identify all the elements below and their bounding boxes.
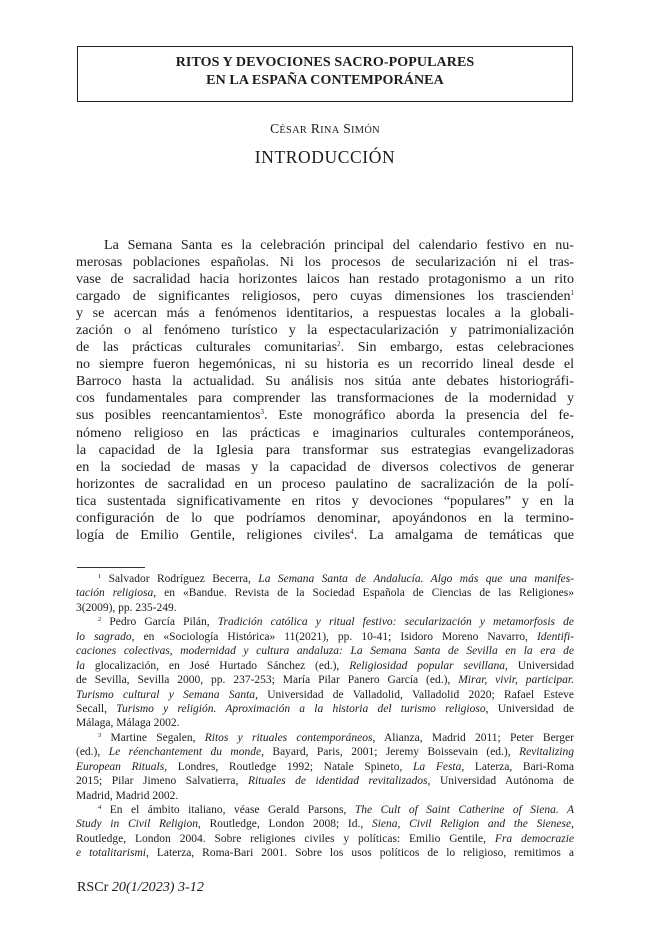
journal-issue: 20(1/2023) 3-12 — [111, 879, 204, 895]
footnote-2-line: Turismo cultural y Semana Santa, Universidad de Valladolid, Valladolid 2020; Rafael Esteve — [76, 688, 574, 701]
article-title-box — [77, 46, 573, 102]
footnote-3-line: $^3$ Martine Segalen, Ritos y rituales contemporáneos, Alianza, Madrid 2011; Peter Berger — [98, 731, 574, 744]
footnote-ref-1[interactable]: 1 — [570, 289, 574, 298]
journal-abbrev: RSCr — [77, 879, 109, 895]
body-line: zación o al fenómeno turístico y la espectacularización y patrimonialización — [76, 322, 574, 339]
body-line: cos fundamentales para comprender las transformaciones de la modernidad y — [76, 390, 574, 407]
body-paragraph — [76, 237, 574, 544]
body-line: configuración de lo que podríamos denominar, apoyándonos en la termino- — [76, 509, 574, 526]
section-heading: INTRODUCCIÓN — [254, 147, 396, 167]
footnote-3-line: 2015; Pilar Jimeno Salvatierra, Rituales de identidad revitalizados, Universidad Autónoma de — [76, 775, 574, 788]
body-line: tica sustentada significativamente en ritos y devociones “populares” y en la — [76, 492, 574, 509]
footnote-3-line: European Rituals, Londres, Routledge 1992; Natale Spineto, La Festa, Laterza, Bari-Roma — [76, 760, 574, 773]
footnote-ref-4[interactable]: 4 — [350, 527, 354, 536]
body-line: cargado de significantes religiosos, pero cuyas dimensiones los trascienden$^1$ — [76, 288, 574, 305]
footnote-2-line: de Sevilla, Sevilla 2000, pp. 237-253; María Pilar Panero García (ed.), Mirar, vivir, participar. — [76, 674, 574, 687]
body-line: la capacidad de la Iglesia para transformar sus estrategias evangelizadoras — [76, 441, 574, 458]
body-line: La Semana Santa es la celebración principal del calendario festivo en nu- — [104, 237, 574, 253]
journal-citation-footer — [77, 878, 204, 896]
body-line: de las prácticas culturales comunitarias$^2$. Sin embargo, estas celebraciones — [76, 339, 574, 356]
footnote-1-line: tación religiosa, en «Bandue. Revista de la Sociedad Española de Ciencias de las Religiones» — [76, 587, 574, 600]
footnote-3-line: Madrid, Madrid 2002. — [76, 789, 179, 802]
footnote-4-line: Routledge, London 2004. Sobre religiones civiles y políticas: Emilio Gentile, Fra democrazie — [76, 832, 574, 845]
footnote-1-line: 3(2009), pp. 235-249. — [76, 601, 177, 614]
footnote-2-line: lo sagrado, en «Sociología Histórica» 11(2021), pp. 10-41; Isidoro Moreno Navarro, Identifi- — [76, 630, 574, 643]
footnote-ref-3[interactable]: 3 — [260, 408, 264, 417]
footnote-4-line: e totalitarismi, Laterza, Roma-Bari 2001. Sobre los usos políticos de lo religioso, remitimos a — [76, 847, 574, 860]
footnote-2-line: Málaga, Málaga 2002. — [76, 717, 180, 730]
footnote-1-line: $^1$ Salvador Rodríguez Becerra, La Semana Santa de Andalucía. Algo más que una manifes- — [98, 573, 575, 585]
footnotes — [76, 572, 574, 861]
footnote-2-line: $^2$ Pedro García Pilán, Tradición católica y ritual festivo: secularización y metamorfosis de — [98, 616, 574, 629]
footnote-4-line: Study in Civil Religion, Routledge, London 2008; Id., Siena, Civil Religion and the Sienese, — [76, 818, 574, 831]
article-title-line-1: RITOS Y DEVOCIONES SACRO-POPULARES — [175, 55, 475, 70]
footnote-4-line: $^4$ En el ámbito italiano, véase Gerald Parsons, The Cult of Saint Catherine of Siena. A — [98, 804, 575, 816]
body-line: sus posibles reencantamientos$^3$. Este monográfico aborda la presencia del fe- — [76, 407, 574, 424]
body-line: logía de Emilio Gentile, religiones civiles$^4$. La amalgama de temáticas que — [76, 526, 574, 543]
footnote-2-line: Secall, Turismo y religión. Aproximación a la historia del turismo religioso, Universidad de — [76, 702, 574, 715]
author-name: CÉSAR RINA SIMÓN — [270, 121, 380, 136]
footnote-2-line: la glocalización, en José Hurtado Sánchez (ed.), Religiosidad popular sevillana, Universidad — [76, 659, 574, 672]
body-line: no siempre fueron hegemónicas, ni su historia es un recorrido lineal desde el — [76, 356, 574, 373]
body-line: y se acercan más a fenómenos identitarios, a respuestas locales a la globali- — [76, 305, 574, 322]
footnote-ref-2[interactable]: 2 — [337, 340, 341, 349]
body-line: en la sociedad de masas y la capacidad de diversos colectivos de generar — [76, 458, 574, 475]
body-line: vase de sacralidad hacia horizontes laicos han restado protagonismo a un rito — [76, 271, 574, 288]
footnote-2-line: caciones colectivas, modernidad y cultura andaluza: La Semana Santa de Sevilla en la era de — [76, 645, 574, 658]
body-line: Barroco hasta la actualidad. Su análisis nos sitúa ante debates historiográfi- — [76, 373, 574, 390]
article-title-line-2: EN LA ESPAÑA CONTEMPORÁNEA — [206, 73, 444, 88]
footnote-3-line: (ed.), Le réenchantement du monde, Bayard, Paris, 2001; Jeremy Boissevain (ed.), Revitalizing — [76, 746, 574, 759]
body-line: nómeno religioso en las prácticas e imaginarios culturales contemporáneos, — [76, 424, 574, 441]
body-line: merosas poblaciones españolas. Ni los procesos de secularización ni el tras- — [76, 254, 574, 271]
body-line: horizontes de sacralidad en un proceso paulatino de sacralización de la polí- — [76, 475, 574, 492]
footnote-divider — [77, 567, 145, 568]
